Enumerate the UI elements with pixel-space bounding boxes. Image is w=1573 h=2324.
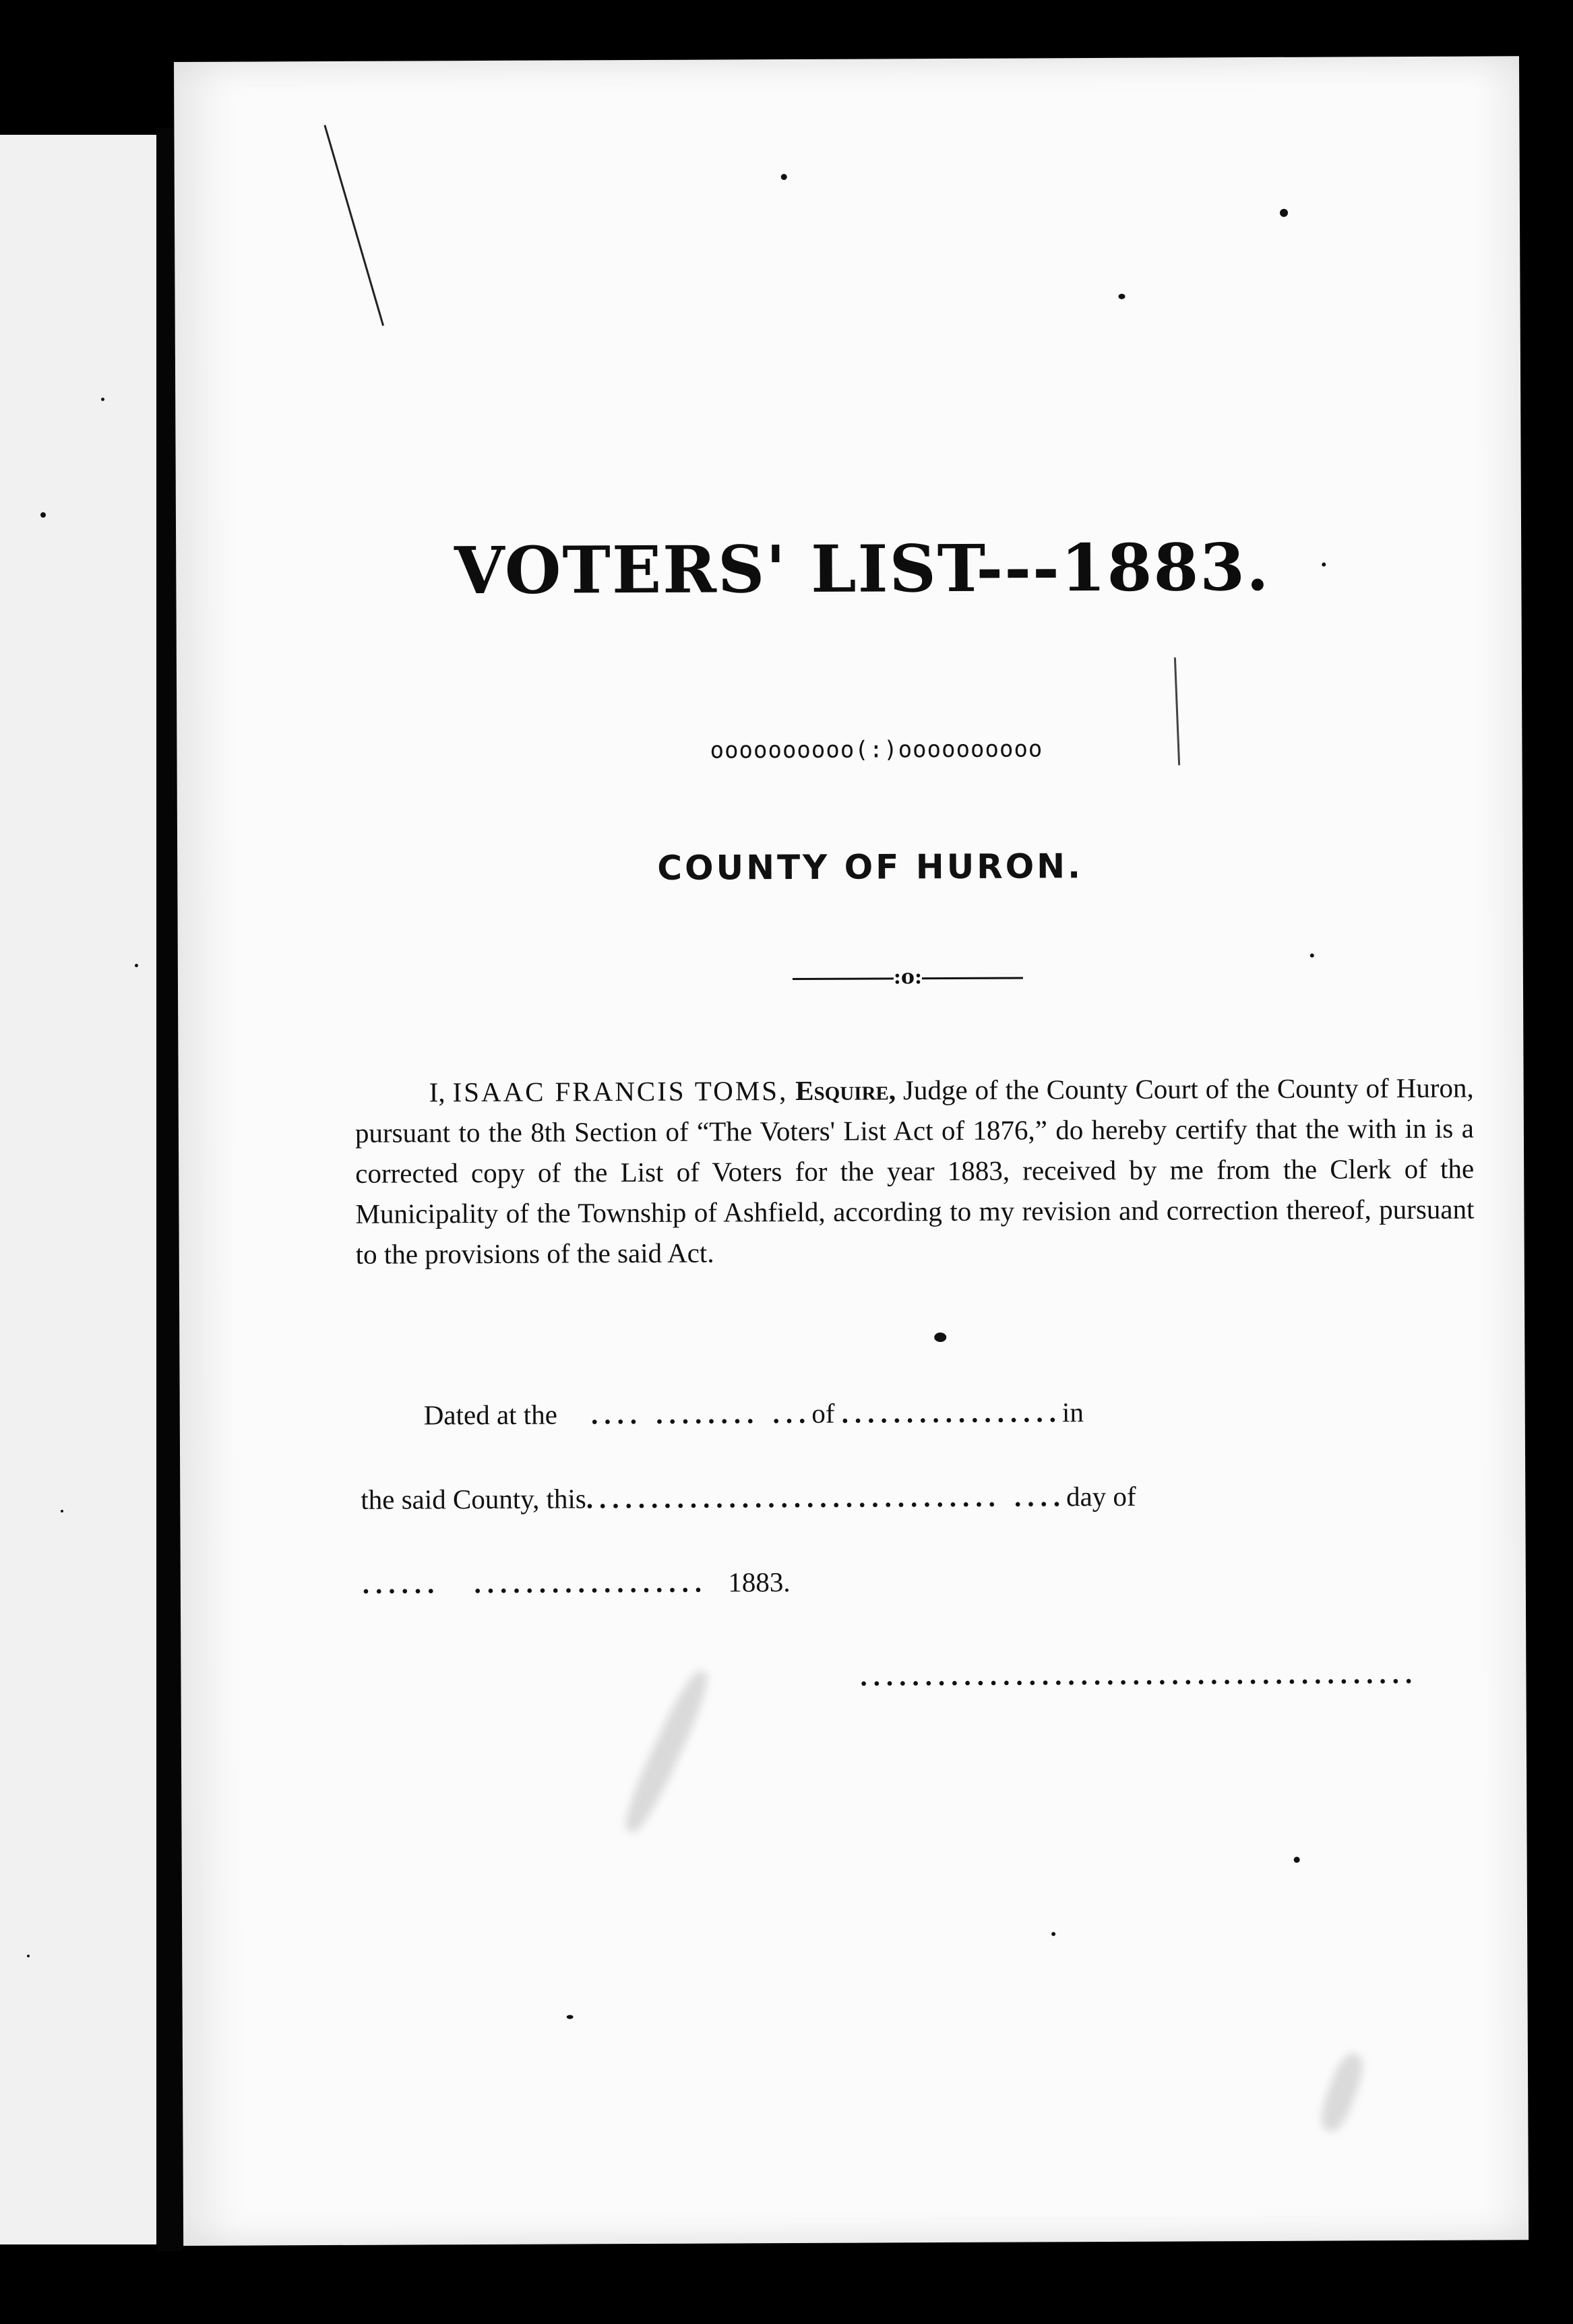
ink-speck [1119, 294, 1125, 299]
ink-speck [1310, 954, 1314, 958]
divider-mark: :o: [893, 965, 923, 989]
month-blank-2: .................. [474, 1566, 708, 1599]
divider-rule-left [793, 977, 894, 980]
ink-speck [40, 512, 46, 518]
ink-speck [1294, 1857, 1300, 1863]
smudge [1316, 2050, 1368, 2135]
ink-speck [27, 1955, 30, 1957]
judge-title: Esquire, [795, 1074, 896, 1106]
year-value: 1883. [728, 1566, 791, 1598]
document-title: VOTERS' LIST---1883. [454, 528, 1270, 609]
certificate-paragraph [355, 1068, 1475, 1275]
county-line-prefix: the said County, this [361, 1483, 586, 1515]
facing-page-fragment [0, 135, 156, 2244]
ink-speck [781, 174, 787, 180]
ink-speck [61, 1510, 63, 1512]
dated-prefix: Dated at the [423, 1399, 557, 1431]
ink-speck [567, 2015, 574, 2019]
dated-line [424, 1396, 1084, 1431]
county-heading: COUNTY OF HURON. [657, 847, 1084, 888]
divider [178, 962, 1523, 992]
ink-speck [101, 398, 104, 401]
dated-place-blank: .... ........ ... [590, 1397, 812, 1430]
year-line [363, 1566, 791, 1600]
month-blank-1: ...... [362, 1568, 441, 1599]
ink-speck [1051, 1932, 1055, 1936]
county-day-line [361, 1480, 1136, 1516]
certificate-opening: I, [429, 1076, 453, 1108]
certificate-body: Judge of the County Court of the County of Huron, pursuant to the 8th Section of “The Voters' List Act of 1876,” do hereby certify that the with in is a corrected copy of the List of Voters for the year 1883, received by me from the Clerk of the Municipality of the Township of Ashfield, according to my revision and correction thereof, pursuant to the provisions of the said Act. [354, 1072, 1475, 1270]
ink-speck [1280, 209, 1288, 217]
dated-of-word: of [811, 1397, 835, 1429]
ink-speck [135, 964, 138, 967]
dated-municipality-blank: ................. [841, 1397, 1063, 1429]
day-of-word: day of [1066, 1480, 1136, 1512]
smudge [617, 1666, 715, 1837]
document-page [174, 56, 1529, 2246]
dated-in-word: in [1061, 1397, 1084, 1428]
ornament-rule: oooooooooo(:)oooooooooo [710, 735, 1043, 764]
divider-rule-right [922, 977, 1023, 979]
ink-speck [934, 1333, 946, 1342]
signature-blank: ........................................... [860, 1657, 1419, 1692]
judge-name: ISAAC FRANCIS TOMS, [452, 1075, 789, 1108]
day-blank: ................................ .... [586, 1481, 1067, 1515]
pen-stroke [323, 125, 384, 326]
